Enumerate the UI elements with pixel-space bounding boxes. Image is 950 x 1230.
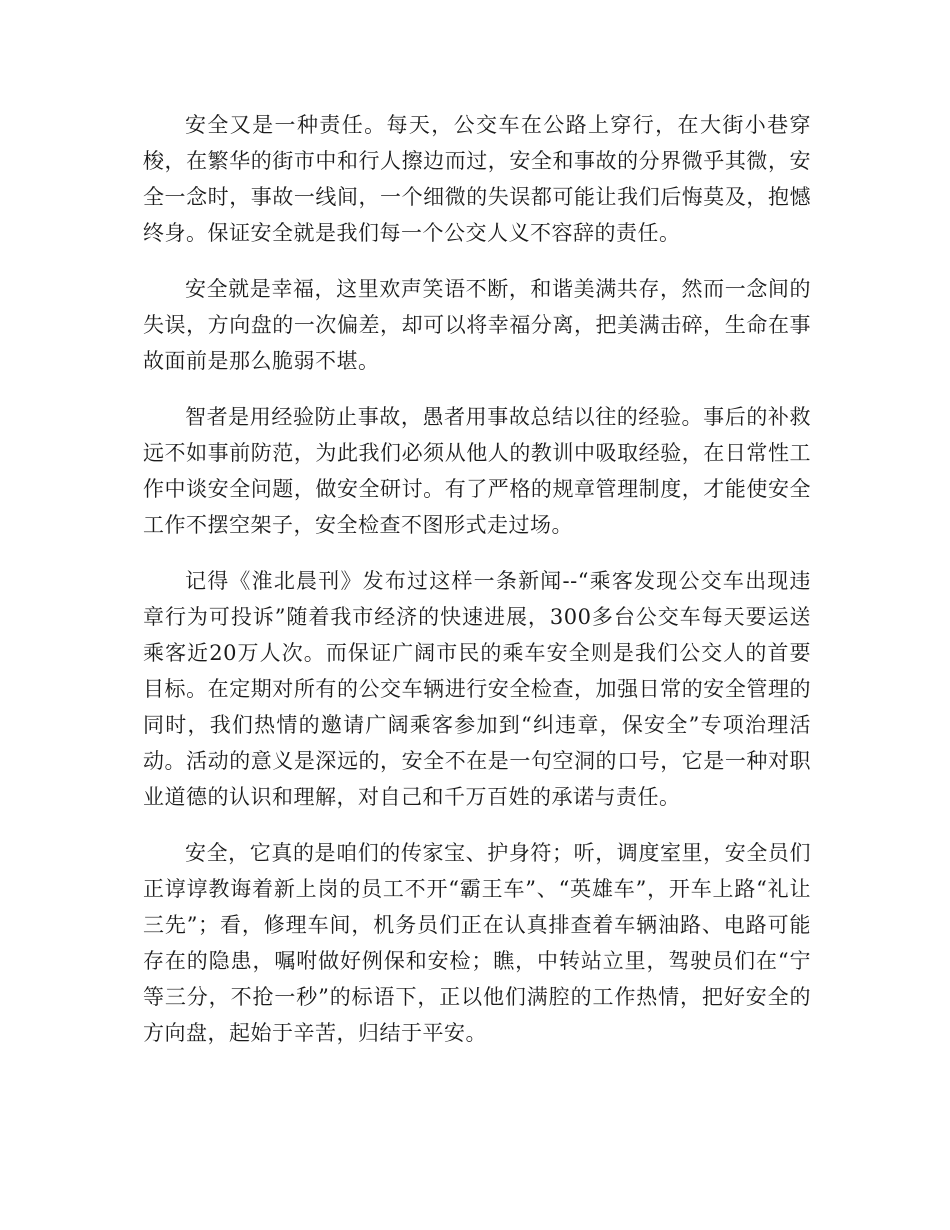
document-body [143,107,811,1071]
paragraph-responsibility: 安全又是一种责任。每天，公交车在公路上穿行，在大街小巷穿梭，在繁华的街市中和行人擦边而过，安全和事故的分界微乎其微，安全一念时，事故一线间，一个细微的失误都可能让我们后悔莫及，抱憾终身。保证安全就是我们每一个公交人义不容辞的责任。 [143,113,811,245]
paragraph-experience: 智者是用经验防止事故，愚者用事故总结以往的经验。事后的补救远不如事前防范，为此我们必须从他人的教训中吸取经验，在日常性工作中谈安全问题，做安全研讨。有了严格的规章管理制度，才能使安全工作不摆空架子，安全检查不图形式走过场。 [143,405,811,537]
paragraph-news: 记得《淮北晨刊》发布过这样一条新闻--“乘客发现公交车出现违章行为可投诉”随着我市经济的快速进展，300多台公交车每天要运送乘客近20万人次。而保证广阔市民的乘车安全则是我们公交人的首要目标。在定期对所有的公交车辆进行安全检查，加强日常的安全管理的同时，我们热情的邀请广阔乘客参加到“纠违章，保安全”专项治理活动。活动的意义是深远的，安全不在是一句空洞的口号，它是一种对职业道德的认识和理解，对自己和千万百姓的承诺与责任。 [143,569,811,809]
paragraph-heirloom: 安全，它真的是咱们的传家宝、护身符；听，调度室里，安全员们正谆谆教诲着新上岗的员工不开“霸王车”、“英雄车”，开车上路“礼让三先”；看，修理车间，机务员们正在认真排查着车辆油路、电路可能存在的隐患，嘱咐做好例保和安检；瞧，中转站立里，驾驶员们在“宁等三分，不抢一秒”的标语下，正以他们满腔的工作热情，把好安全的方向盘，起始于辛苦，归结于平安。 [143,841,811,1045]
paragraph-happiness: 安全就是幸福，这里欢声笑语不断，和谐美满共存，然而一念间的失误，方向盘的一次偏差，却可以将幸福分离，把美满击碎，生命在事故面前是那么脆弱不堪。 [143,277,811,373]
